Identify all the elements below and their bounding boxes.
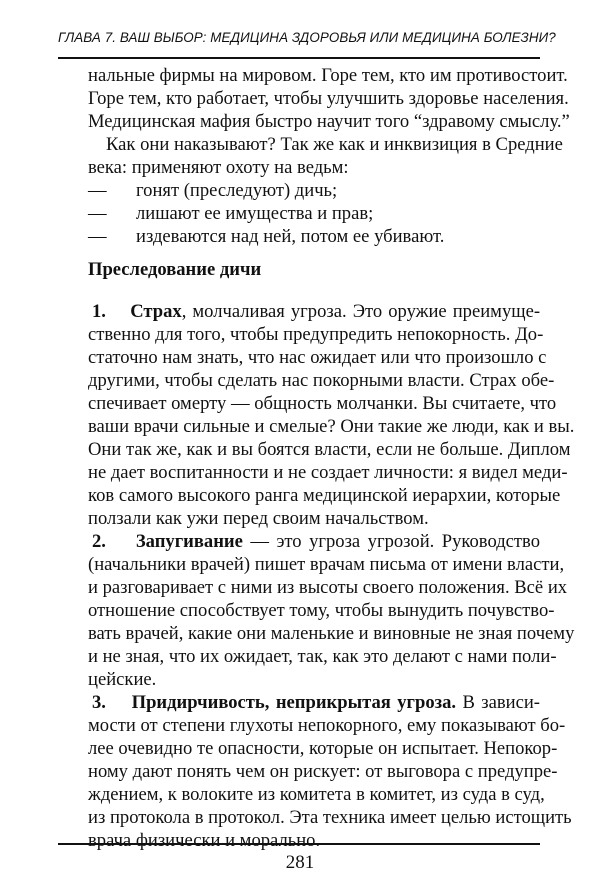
list-dash-2: —	[88, 203, 107, 224]
item2-line-4: отношение способствует тому, чтобы вынудить почувство-	[88, 600, 555, 621]
item3-term: Придирчивость, неприкрытая угроза.	[131, 692, 457, 713]
item1-line-2: ственно для того, чтобы предупредить непокорность. До-	[88, 324, 544, 345]
item2-line-3: и разговаривает с ними из высоты своего положения. Всё их	[88, 577, 568, 598]
item1-lead	[92, 300, 540, 323]
item2-lead-rest: — это угроза угрозой. Руководство	[242, 531, 541, 552]
item3-line-4: ному дают понять чем он рискует: от выговора с предупре-	[88, 761, 558, 782]
item1-line-10: ползали как ужи перед своим начальством.	[88, 508, 429, 529]
list-dash-3: —	[88, 226, 107, 247]
footer-rule	[58, 843, 540, 845]
item3-line-7: врача физически и морально.	[88, 830, 321, 851]
item2-number: 2.	[92, 531, 106, 552]
item1-lead-rest: , молчаливая угроза. Это оружие преимуще-	[181, 301, 541, 322]
intro-line-2: Горе тем, кто работает, чтобы улучшить здоровье населения.	[88, 88, 569, 109]
list-item-1: гонят (преследуют) дичь;	[136, 180, 338, 201]
page-number: 281	[285, 852, 315, 873]
inquisition-line-1: Как они наказывают? Так же как и инквизиция в Средние	[106, 134, 563, 155]
item3-line-5: ждением, к волоките из комитета в комитет, из суда в суд,	[88, 784, 545, 805]
item2-lead	[92, 530, 540, 553]
item3-number: 3.	[92, 692, 106, 713]
item3-lead-rest: В зависи-	[456, 692, 540, 713]
item1-line-5: спечивает омерту — общность молчанки. Вы считаете, что	[88, 393, 557, 414]
item1-term: Страх	[130, 301, 182, 322]
item1-line-7: Они так же, как и вы боятся власти, если не больше. Диплом	[88, 439, 571, 460]
intro-line-1: нальные фирмы на мировом. Горе тем, кто им противостоит.	[88, 65, 568, 86]
item1-line-8: не дает воспитанности и не создает личности: я видел меди-	[88, 462, 568, 483]
list-item-3: издеваются над ней, потом ее убивают.	[136, 226, 445, 247]
item3-line-6: из протокола в протокол. Эта техника имеет целью истощить	[88, 807, 572, 828]
running-head: ГЛАВА 7. ВАШ ВЫБОР: МЕДИЦИНА ЗДОРОВЬЯ ИЛИ МЕДИЦИНА БОЛЕЗНИ?	[58, 30, 556, 45]
item1-line-6: ваши врачи сильные и смелые? Они такие же люди, как и вы.	[88, 416, 575, 437]
item2-term: Запугивание	[135, 531, 243, 552]
item3-line-2: мости от степени глухоты непокорного, ему показывают бо-	[88, 715, 566, 736]
section-heading: Преследование дичи	[88, 259, 262, 280]
intro-line-3: Медицинская мафия быстро научит того “здравому смыслу.”	[88, 111, 570, 132]
list-dash-1: —	[88, 180, 107, 201]
item2-line-7: цейские.	[88, 669, 157, 690]
list-item-2: лишают ее имущества и прав;	[136, 203, 374, 224]
item2-line-2: (начальники врачей) пишет врачам письма от имени власти,	[88, 554, 565, 575]
item1-number: 1.	[92, 301, 106, 322]
item1-line-9: ков самого высокого ранга медицинской иерархии, которые	[88, 485, 561, 506]
item2-line-6: и не зная, что их ожидает, так, как это делают с нами поли-	[88, 646, 557, 667]
item2-line-5: вать врачей, какие они маленькие и виновные не зная почему	[88, 623, 575, 644]
item3-lead	[92, 691, 540, 714]
header-rule	[58, 57, 540, 59]
item1-line-3: статочно нам знать, что нас ожидает или что произошло с	[88, 347, 547, 368]
item3-line-3: лее очевидно те опасности, которые он испытает. Непокор-	[88, 738, 558, 759]
inquisition-line-2: века: применяют охоту на ведьм:	[88, 157, 349, 178]
item1-line-4: другими, чтобы сделать нас покорными власти. Страх обе-	[88, 370, 555, 391]
